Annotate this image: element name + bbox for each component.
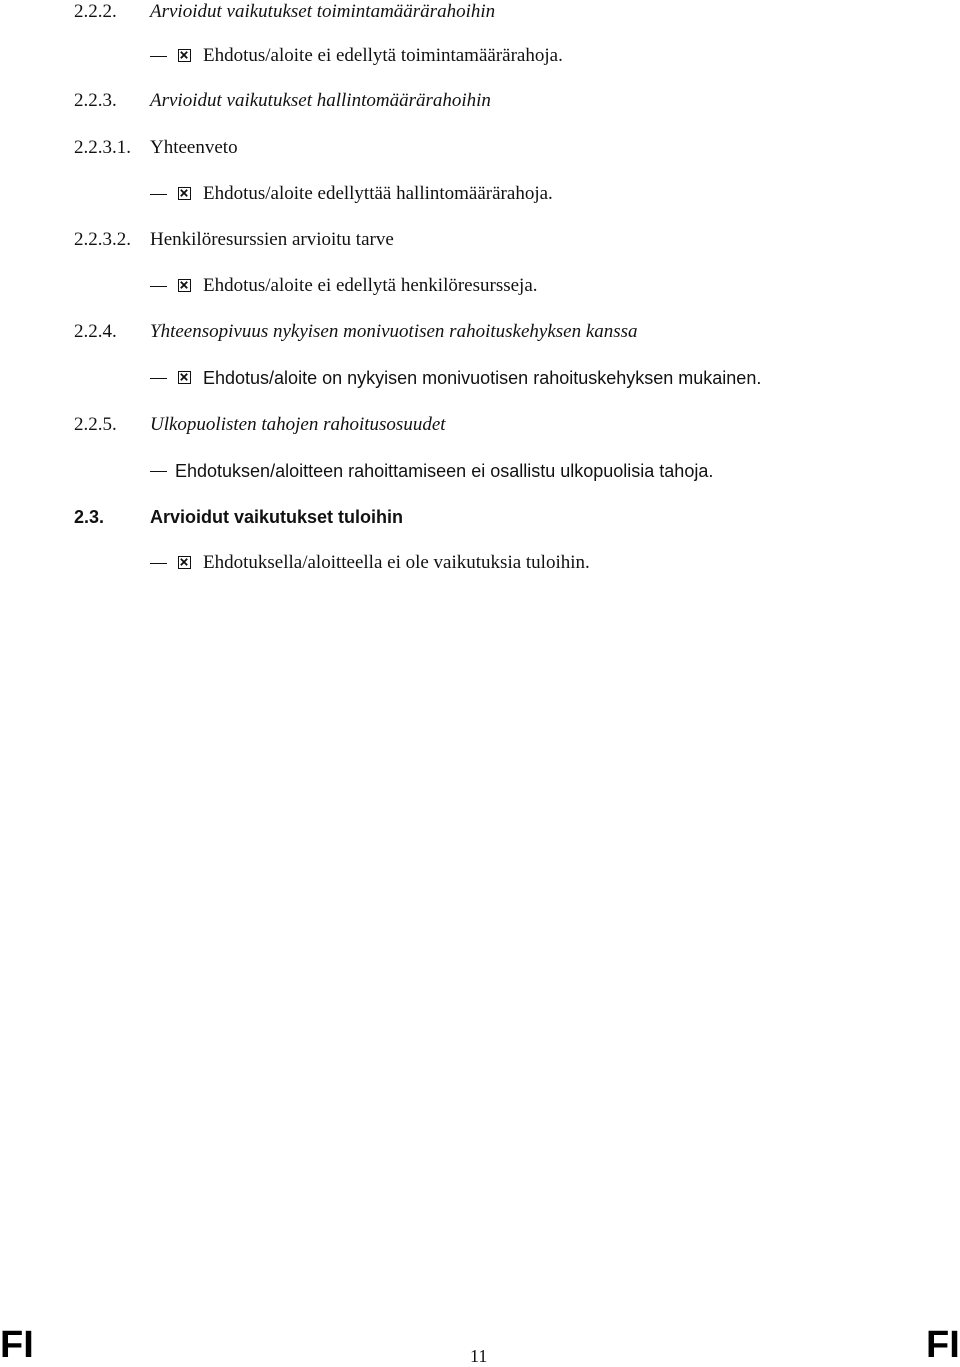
dash-marker xyxy=(150,471,167,472)
checked-box-icon xyxy=(178,371,191,384)
section-number: 2.2.5. xyxy=(74,414,117,435)
section-number: 2.2.2. xyxy=(74,1,117,22)
checked-box-icon xyxy=(178,49,191,62)
section-title: Yhteensopivuus nykyisen monivuotisen rahoituskehyksen kanssa xyxy=(150,321,638,342)
item-text: Ehdotus/aloite ei edellytä henkilöresursseja. xyxy=(203,275,538,296)
section-number: 2.2.4. xyxy=(74,321,117,342)
dash-marker xyxy=(150,378,167,379)
footer-language-mark-right: FI xyxy=(926,1324,960,1366)
footer-language-mark-left: FI xyxy=(0,1324,34,1366)
dash-marker xyxy=(150,56,167,57)
page-number: 11 xyxy=(470,1346,488,1366)
section-title: Henkilöresurssien arvioitu tarve xyxy=(150,229,394,250)
item-text: Ehdotuksen/aloitteen rahoittamiseen ei osallistu ulkopuolisia tahoja. xyxy=(175,461,714,481)
section-title: Yhteenveto xyxy=(150,137,238,158)
checked-box-icon xyxy=(178,279,191,292)
dash-marker xyxy=(150,563,167,564)
item-text: Ehdotus/aloite edellyttää hallintomäärärahoja. xyxy=(203,183,553,204)
section-number: 2.2.3. xyxy=(74,90,117,111)
section-title: Ulkopuolisten tahojen rahoitusosuudet xyxy=(150,414,446,435)
item-text: Ehdotuksella/aloitteella ei ole vaikutuksia tuloihin. xyxy=(203,552,590,573)
section-title: Arvioidut vaikutukset tuloihin xyxy=(150,507,404,527)
checked-box-icon xyxy=(178,187,191,200)
section-number: 2.2.3.1. xyxy=(74,137,131,158)
section-title: Arvioidut vaikutukset toimintamäärärahoihin xyxy=(150,1,496,22)
dash-marker xyxy=(150,286,167,287)
checked-box-icon xyxy=(178,556,191,569)
dash-marker xyxy=(150,194,167,195)
item-text: Ehdotus/aloite ei edellytä toimintamäärärahoja. xyxy=(203,45,563,66)
section-number: 2.2.3.2. xyxy=(74,229,131,250)
section-number: 2.3. xyxy=(74,507,105,527)
section-title: Arvioidut vaikutukset hallintomäärärahoihin xyxy=(150,90,491,111)
item-text: Ehdotus/aloite on nykyisen monivuotisen rahoituskehyksen mukainen. xyxy=(203,368,762,388)
